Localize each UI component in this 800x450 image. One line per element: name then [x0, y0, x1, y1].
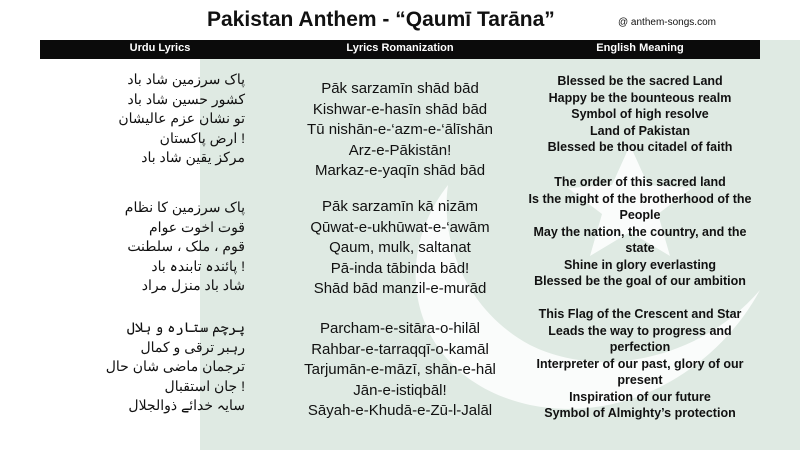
urdu-stanza-3	[40, 318, 245, 416]
site-credit: @ anthem-songs.com	[618, 17, 716, 28]
romanization-line: Sāyah-e-Khudā-e-Zū-l-Jalāl	[307, 402, 493, 419]
english-line: Symbol of high resolve	[571, 107, 709, 121]
column-header-bar	[40, 40, 760, 59]
urdu-line: پاک سرزمین کا نظام	[124, 199, 245, 215]
english-line: perfection	[609, 340, 671, 354]
romanization-line: Pāk sarzamīn shād bād	[321, 80, 479, 97]
column-header-romanization: Lyrics Romanization	[346, 42, 454, 54]
english-line: May the nation, the country, and the	[533, 224, 747, 239]
romanization-line: Rahbar-e-tarraqqī-o-kamāl	[311, 340, 489, 358]
english-line: Is the might of the brotherhood of the	[528, 191, 752, 206]
urdu-line: شاد باد منزل مراد	[141, 277, 245, 293]
romanization-stanza-2	[275, 197, 525, 300]
romanization-stanza-3	[275, 319, 525, 422]
romanization-line: Qaum, mulk, saltanat	[329, 239, 471, 256]
english-line: Leads the way to progress and	[548, 323, 732, 338]
english-line: Shine in glory everlasting	[563, 257, 717, 272]
column-header-urdu: Urdu Lyrics	[129, 42, 191, 54]
english-line: state	[625, 241, 655, 255]
urdu-line: ! جان استقبال	[164, 377, 245, 394]
english-line: Happy be the bounteous realm	[548, 90, 732, 105]
english-line: People	[619, 208, 661, 222]
romanization-stanza-1	[275, 79, 525, 182]
urdu-line: قوت اخوت عوام	[149, 218, 245, 235]
romanization-line: Markaz-e-yaqīn shād bād	[314, 162, 486, 179]
romanization-line: Jān-e-istiqbāl!	[353, 381, 447, 399]
romanization-line: Tū nishān-e-‘azm-e-‘ālīshān	[307, 121, 493, 138]
urdu-line: پرچم ستارہ و ہلال	[126, 319, 245, 335]
english-line: Symbol of Almighty’s protection	[544, 406, 736, 420]
english-line: Inspiration of our future	[569, 389, 711, 404]
romanization-line: Qūwat-e-ukhūwat-e-‘awām	[310, 218, 490, 236]
romanization-line: Parcham-e-sitāra-o-hilāl	[319, 320, 481, 337]
urdu-line: تو نشان عزم عالیشان	[118, 110, 245, 126]
english-line: Land of Pakistan	[589, 123, 691, 138]
urdu-line: مرکز یقین شاد باد	[141, 149, 245, 165]
urdu-line: سایہ خدائے ذوالجلال	[128, 397, 245, 413]
english-line: Blessed be the goal of our ambition	[534, 274, 746, 288]
romanization-line: Pāk sarzamīn kā nizām	[322, 198, 478, 215]
header	[0, 0, 800, 40]
english-line: Blessed be the sacred Land	[557, 74, 723, 88]
romanization-line: Kishwar-e-hasīn shād bād	[312, 100, 488, 118]
urdu-line: رہبر ترقی و کمال	[140, 338, 245, 355]
urdu-line: ترجمان ماضی شان حال	[105, 358, 245, 374]
urdu-line: پاک سرزمین شاد باد	[127, 71, 245, 87]
english-stanza-2	[515, 174, 765, 290]
romanization-line: Pā-inda tābinda bād!	[330, 259, 470, 277]
column-header-english: English Meaning	[596, 42, 684, 54]
urdu-stanza-1	[40, 70, 245, 168]
romanization-line: Tarjumān-e-māzī, shān-e-hāl	[304, 361, 496, 378]
romanization-line: Arz-e-Pākistān!	[348, 141, 452, 159]
english-line: Interpreter of our past, glory of our	[536, 356, 744, 371]
urdu-line: ! ارض پاکستان	[159, 129, 245, 146]
urdu-stanza-2	[40, 198, 245, 296]
english-line: This Flag of the Crescent and Star	[538, 307, 742, 321]
english-stanza-3	[515, 306, 765, 422]
urdu-line: کشور حسین شاد باد	[127, 90, 245, 107]
page-title: Pakistan Anthem - “Qaumī Tarāna”	[207, 8, 555, 31]
urdu-line: ! پائندہ تابندہ باد	[151, 257, 245, 274]
english-stanza-1	[515, 73, 765, 156]
romanization-line: Shād bād manzil-e-murād	[313, 280, 487, 297]
english-line: The order of this sacred land	[554, 175, 726, 189]
english-line: present	[617, 373, 663, 387]
english-line: Blessed be thou citadel of faith	[547, 140, 733, 154]
urdu-line: قوم ، ملک ، سلطنت	[127, 238, 245, 254]
